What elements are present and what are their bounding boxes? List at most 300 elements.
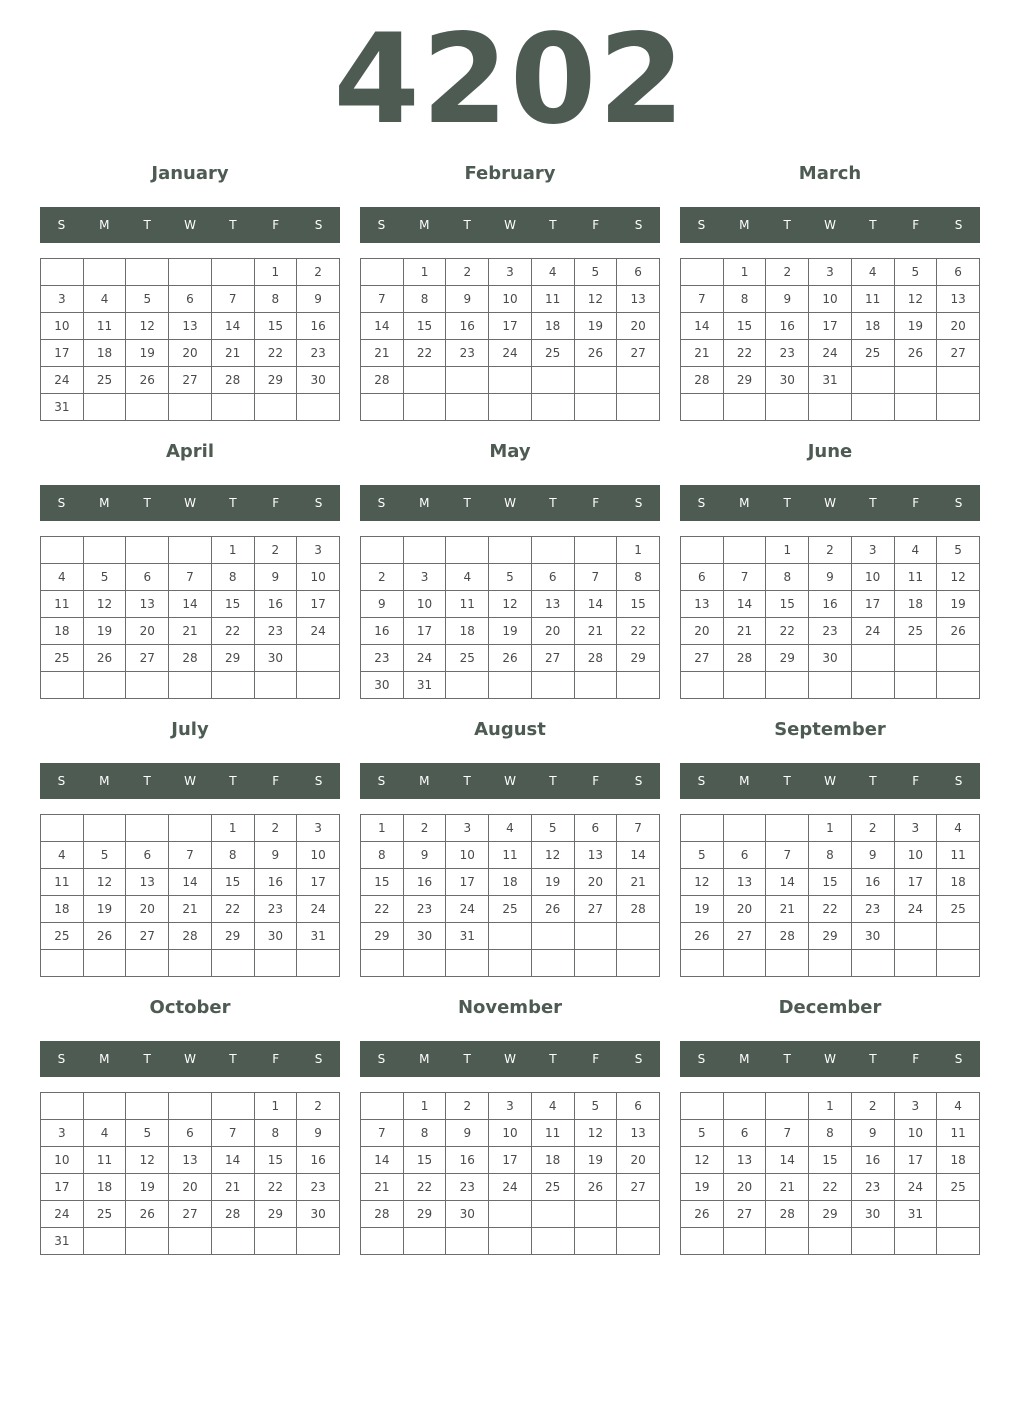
day-cell: 24 <box>809 340 852 367</box>
weekday-label: W <box>184 774 196 788</box>
weekday-label: T <box>143 774 151 788</box>
day-cell: 10 <box>41 1147 84 1174</box>
day-cell: 29 <box>809 923 852 950</box>
day-cell: 4 <box>41 564 84 591</box>
weekday-header <box>360 763 660 799</box>
weekday-header <box>360 207 660 243</box>
day-cell <box>851 394 894 421</box>
day-cell: 20 <box>531 618 574 645</box>
day-cell: 21 <box>169 896 212 923</box>
week-row <box>41 367 340 394</box>
day-cell: 2 <box>851 815 894 842</box>
day-cell <box>681 1228 724 1255</box>
day-cell <box>851 645 894 672</box>
weekday-label: S <box>377 774 386 788</box>
day-grid <box>680 536 980 699</box>
day-cell: 29 <box>403 1201 446 1228</box>
day-cell <box>83 1093 126 1120</box>
day-cell <box>126 672 169 699</box>
day-cell <box>809 394 852 421</box>
day-cell: 16 <box>254 591 297 618</box>
day-grid <box>680 258 980 421</box>
day-cell: 8 <box>766 564 809 591</box>
day-cell: 11 <box>446 591 489 618</box>
day-cell: 10 <box>403 591 446 618</box>
day-cell: 7 <box>169 842 212 869</box>
day-cell: 2 <box>446 259 489 286</box>
day-cell: 13 <box>937 286 980 313</box>
weekday-label: S <box>697 774 706 788</box>
weekday-label: F <box>592 774 600 788</box>
week-row <box>681 591 980 618</box>
day-cell: 2 <box>361 564 404 591</box>
day-cell <box>211 1228 254 1255</box>
day-cell: 22 <box>403 340 446 367</box>
day-cell: 3 <box>489 259 532 286</box>
day-cell: 21 <box>681 340 724 367</box>
day-cell: 23 <box>254 618 297 645</box>
day-cell: 14 <box>169 869 212 896</box>
day-cell <box>766 672 809 699</box>
day-cell <box>489 537 532 564</box>
week-row <box>361 869 660 896</box>
weekday-label: F <box>592 218 600 232</box>
day-cell: 19 <box>894 313 937 340</box>
day-cell: 6 <box>937 259 980 286</box>
day-cell: 3 <box>894 1093 937 1120</box>
weekday-label: S <box>377 496 386 510</box>
day-cell: 30 <box>809 645 852 672</box>
weekday-label: M <box>419 218 430 232</box>
day-cell: 25 <box>83 1201 126 1228</box>
day-cell <box>83 815 126 842</box>
day-cell: 18 <box>41 896 84 923</box>
day-cell: 22 <box>254 1174 297 1201</box>
weekday-label: W <box>184 218 196 232</box>
month-name: December <box>778 997 882 1018</box>
day-cell: 6 <box>531 564 574 591</box>
day-cell: 27 <box>169 367 212 394</box>
day-cell: 5 <box>489 564 532 591</box>
month-name: April <box>165 441 215 462</box>
day-cell: 6 <box>681 564 724 591</box>
week-row <box>361 1174 660 1201</box>
day-cell: 12 <box>126 1147 169 1174</box>
day-cell <box>937 367 980 394</box>
day-cell: 2 <box>254 815 297 842</box>
day-cell: 27 <box>723 923 766 950</box>
day-cell: 25 <box>489 896 532 923</box>
day-cell <box>723 672 766 699</box>
month-name: June <box>807 441 853 462</box>
day-cell: 30 <box>254 923 297 950</box>
day-cell <box>254 1228 297 1255</box>
day-cell: 19 <box>126 1174 169 1201</box>
weekday-header <box>40 1041 340 1077</box>
day-cell: 2 <box>766 259 809 286</box>
day-cell: 4 <box>937 815 980 842</box>
week-row <box>41 896 340 923</box>
day-cell <box>489 923 532 950</box>
day-cell <box>126 950 169 977</box>
day-cell: 16 <box>297 1147 340 1174</box>
day-cell: 7 <box>723 564 766 591</box>
day-cell: 15 <box>723 313 766 340</box>
day-cell <box>851 672 894 699</box>
day-cell: 30 <box>766 367 809 394</box>
day-cell <box>574 367 617 394</box>
day-cell <box>574 672 617 699</box>
day-cell: 1 <box>254 259 297 286</box>
weekday-label: S <box>57 496 66 510</box>
day-cell <box>169 672 212 699</box>
day-cell <box>937 1228 980 1255</box>
weekday-label: T <box>549 496 557 510</box>
day-cell: 11 <box>489 842 532 869</box>
day-cell: 3 <box>851 537 894 564</box>
day-cell: 31 <box>446 923 489 950</box>
day-cell <box>723 1228 766 1255</box>
weekday-label: M <box>99 496 110 510</box>
day-cell <box>617 1228 660 1255</box>
day-cell: 31 <box>809 367 852 394</box>
week-row <box>681 367 980 394</box>
day-cell: 8 <box>403 286 446 313</box>
day-cell: 5 <box>83 842 126 869</box>
weekday-label: F <box>912 218 920 232</box>
day-cell: 2 <box>297 1093 340 1120</box>
day-cell: 17 <box>41 1174 84 1201</box>
weekday-header <box>680 485 980 521</box>
day-cell: 23 <box>851 896 894 923</box>
day-cell: 5 <box>574 259 617 286</box>
month-name: February <box>464 163 556 184</box>
day-cell: 3 <box>894 815 937 842</box>
week-row <box>361 815 660 842</box>
day-cell: 18 <box>489 869 532 896</box>
day-cell: 8 <box>211 564 254 591</box>
weekday-label: T <box>463 496 471 510</box>
day-cell: 9 <box>809 564 852 591</box>
weekday-header <box>360 1041 660 1077</box>
day-cell: 15 <box>403 313 446 340</box>
day-cell: 10 <box>894 1120 937 1147</box>
day-cell: 7 <box>211 286 254 313</box>
week-row <box>41 313 340 340</box>
day-cell: 13 <box>681 591 724 618</box>
day-cell <box>361 1093 404 1120</box>
weekday-label: M <box>739 1052 750 1066</box>
day-cell: 17 <box>446 869 489 896</box>
day-cell: 6 <box>617 259 660 286</box>
day-cell <box>126 259 169 286</box>
day-cell: 21 <box>766 896 809 923</box>
weekday-label: W <box>504 1052 516 1066</box>
day-cell <box>937 923 980 950</box>
day-cell <box>531 367 574 394</box>
week-row <box>41 1147 340 1174</box>
day-cell: 10 <box>489 286 532 313</box>
day-cell: 17 <box>489 1147 532 1174</box>
day-cell: 23 <box>403 896 446 923</box>
day-cell: 18 <box>446 618 489 645</box>
day-cell <box>723 950 766 977</box>
day-cell: 19 <box>937 591 980 618</box>
day-cell <box>41 1093 84 1120</box>
day-cell <box>531 537 574 564</box>
day-cell: 12 <box>531 842 574 869</box>
day-cell: 31 <box>403 672 446 699</box>
day-cell <box>894 367 937 394</box>
day-cell: 26 <box>574 1174 617 1201</box>
day-cell <box>41 672 84 699</box>
day-cell: 13 <box>531 591 574 618</box>
day-cell: 2 <box>297 259 340 286</box>
day-cell: 19 <box>681 1174 724 1201</box>
week-row <box>681 842 980 869</box>
day-cell <box>617 394 660 421</box>
day-cell: 26 <box>894 340 937 367</box>
day-cell: 17 <box>851 591 894 618</box>
day-cell: 13 <box>169 1147 212 1174</box>
day-cell: 3 <box>297 537 340 564</box>
weekday-label: S <box>57 1052 66 1066</box>
day-cell: 4 <box>41 842 84 869</box>
day-cell <box>403 367 446 394</box>
day-cell: 24 <box>894 896 937 923</box>
day-cell: 20 <box>617 313 660 340</box>
day-cell: 12 <box>681 869 724 896</box>
day-cell: 20 <box>169 1174 212 1201</box>
weekday-label: M <box>739 774 750 788</box>
week-row <box>361 367 660 394</box>
day-cell <box>41 537 84 564</box>
week-row <box>361 286 660 313</box>
day-cell: 7 <box>211 1120 254 1147</box>
day-cell <box>126 815 169 842</box>
day-cell <box>403 1228 446 1255</box>
week-row <box>361 896 660 923</box>
day-cell: 14 <box>361 1147 404 1174</box>
day-cell: 17 <box>894 869 937 896</box>
day-cell: 17 <box>894 1147 937 1174</box>
day-cell: 21 <box>617 869 660 896</box>
day-cell: 21 <box>211 340 254 367</box>
day-cell: 12 <box>937 564 980 591</box>
week-row <box>41 842 340 869</box>
day-cell <box>723 537 766 564</box>
day-cell: 10 <box>489 1120 532 1147</box>
day-cell: 3 <box>41 1120 84 1147</box>
day-cell <box>617 950 660 977</box>
day-cell: 28 <box>211 1201 254 1228</box>
day-cell: 17 <box>489 313 532 340</box>
day-cell: 21 <box>574 618 617 645</box>
day-cell: 3 <box>41 286 84 313</box>
day-cell <box>937 394 980 421</box>
week-row <box>681 1147 980 1174</box>
weekday-label: S <box>954 496 963 510</box>
day-cell: 7 <box>574 564 617 591</box>
day-cell <box>574 1201 617 1228</box>
day-cell: 21 <box>361 340 404 367</box>
day-cell: 22 <box>766 618 809 645</box>
day-cell: 19 <box>574 313 617 340</box>
day-cell: 2 <box>809 537 852 564</box>
day-cell: 9 <box>446 286 489 313</box>
week-row <box>41 340 340 367</box>
day-grid <box>40 814 340 977</box>
day-cell: 31 <box>41 1228 84 1255</box>
day-cell: 15 <box>211 869 254 896</box>
week-row <box>41 1120 340 1147</box>
day-cell: 23 <box>297 1174 340 1201</box>
day-cell: 21 <box>211 1174 254 1201</box>
day-cell: 17 <box>297 591 340 618</box>
week-row <box>361 564 660 591</box>
weekday-label: F <box>912 1052 920 1066</box>
day-cell <box>254 672 297 699</box>
day-cell: 28 <box>766 1201 809 1228</box>
day-cell: 9 <box>403 842 446 869</box>
day-cell: 27 <box>681 645 724 672</box>
day-cell <box>297 950 340 977</box>
day-grid <box>40 536 340 699</box>
day-cell <box>83 537 126 564</box>
day-cell: 17 <box>41 340 84 367</box>
day-cell <box>126 537 169 564</box>
week-row <box>361 259 660 286</box>
week-row <box>681 1093 980 1120</box>
day-cell <box>211 259 254 286</box>
day-cell <box>83 394 126 421</box>
day-cell: 1 <box>254 1093 297 1120</box>
day-cell: 20 <box>169 340 212 367</box>
weekday-header <box>40 485 340 521</box>
day-cell: 6 <box>574 815 617 842</box>
weekday-label: F <box>272 1052 280 1066</box>
weekday-label: W <box>504 496 516 510</box>
weekday-label: T <box>869 496 877 510</box>
week-row <box>41 815 340 842</box>
day-cell <box>851 367 894 394</box>
day-cell <box>211 394 254 421</box>
day-cell: 12 <box>574 1120 617 1147</box>
day-cell: 18 <box>851 313 894 340</box>
weekday-label: S <box>377 218 386 232</box>
day-cell: 8 <box>254 1120 297 1147</box>
day-cell: 28 <box>723 645 766 672</box>
day-cell: 30 <box>254 645 297 672</box>
day-cell: 3 <box>297 815 340 842</box>
weekday-label: M <box>419 496 430 510</box>
day-cell <box>681 259 724 286</box>
day-cell: 29 <box>809 1201 852 1228</box>
day-cell <box>937 1201 980 1228</box>
weekday-label: S <box>314 496 323 510</box>
weekday-label: W <box>184 496 196 510</box>
week-row <box>41 1201 340 1228</box>
day-cell: 27 <box>617 340 660 367</box>
day-cell: 9 <box>254 564 297 591</box>
day-cell: 28 <box>361 1201 404 1228</box>
day-cell: 22 <box>617 618 660 645</box>
week-row <box>361 950 660 977</box>
day-cell: 30 <box>297 367 340 394</box>
day-cell: 24 <box>297 618 340 645</box>
day-cell: 16 <box>361 618 404 645</box>
day-cell: 6 <box>617 1093 660 1120</box>
week-row <box>681 815 980 842</box>
day-cell <box>723 815 766 842</box>
day-cell <box>403 394 446 421</box>
day-cell: 12 <box>83 869 126 896</box>
week-row <box>681 1201 980 1228</box>
week-row <box>41 564 340 591</box>
day-cell: 15 <box>403 1147 446 1174</box>
day-cell: 15 <box>809 1147 852 1174</box>
day-cell: 22 <box>403 1174 446 1201</box>
day-cell <box>489 672 532 699</box>
day-cell: 1 <box>403 259 446 286</box>
day-cell: 13 <box>723 869 766 896</box>
day-cell: 28 <box>361 367 404 394</box>
day-cell: 13 <box>126 591 169 618</box>
day-cell: 2 <box>254 537 297 564</box>
day-cell <box>766 1228 809 1255</box>
day-cell: 8 <box>809 1120 852 1147</box>
day-cell <box>681 815 724 842</box>
weekday-label: T <box>229 1052 237 1066</box>
day-cell <box>489 1228 532 1255</box>
day-cell: 11 <box>894 564 937 591</box>
day-cell: 3 <box>489 1093 532 1120</box>
day-cell <box>723 394 766 421</box>
day-cell: 10 <box>297 564 340 591</box>
day-cell: 12 <box>681 1147 724 1174</box>
weekday-header <box>360 485 660 521</box>
day-cell <box>574 1228 617 1255</box>
week-row <box>361 1093 660 1120</box>
day-cell: 15 <box>361 869 404 896</box>
day-grid <box>40 258 340 421</box>
weekday-label: T <box>869 1052 877 1066</box>
day-cell: 16 <box>851 1147 894 1174</box>
week-row <box>41 591 340 618</box>
day-cell <box>297 672 340 699</box>
day-cell <box>126 394 169 421</box>
day-cell <box>894 1228 937 1255</box>
week-row <box>361 923 660 950</box>
day-cell: 1 <box>809 1093 852 1120</box>
day-cell <box>489 1201 532 1228</box>
day-cell <box>83 672 126 699</box>
weekday-label: T <box>229 218 237 232</box>
day-cell: 24 <box>894 1174 937 1201</box>
day-cell: 7 <box>361 1120 404 1147</box>
week-row <box>41 950 340 977</box>
day-cell: 29 <box>254 367 297 394</box>
day-cell <box>211 672 254 699</box>
day-cell: 18 <box>83 340 126 367</box>
day-cell: 7 <box>617 815 660 842</box>
day-cell: 25 <box>83 367 126 394</box>
day-cell <box>574 950 617 977</box>
day-cell: 22 <box>211 618 254 645</box>
day-cell <box>83 259 126 286</box>
week-row <box>41 259 340 286</box>
day-cell: 28 <box>766 923 809 950</box>
